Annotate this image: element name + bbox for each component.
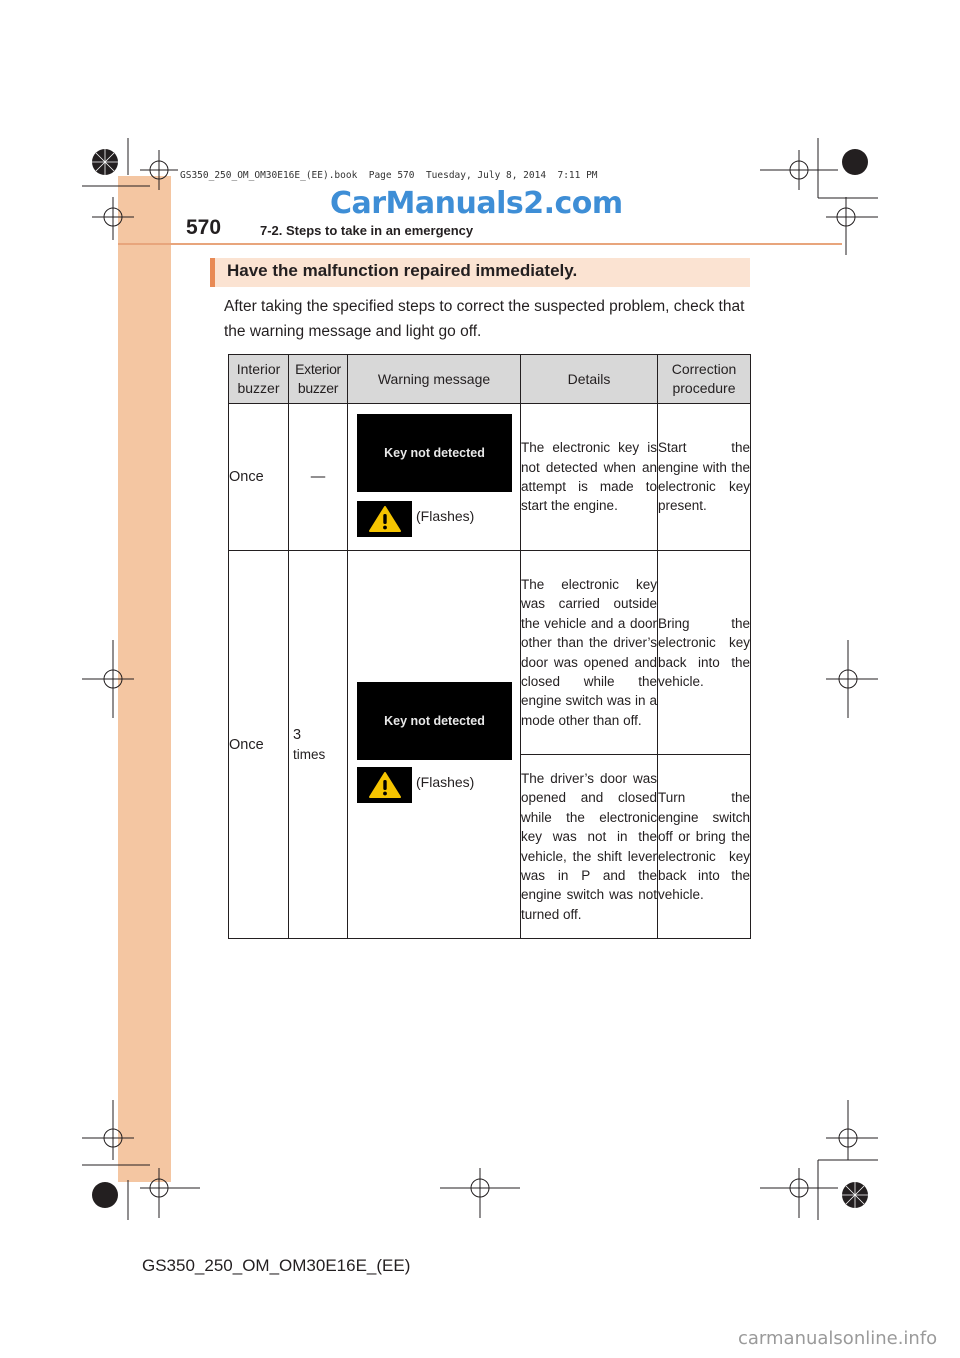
warning-triangle-icon xyxy=(368,771,402,799)
crosshair-icon xyxy=(140,1168,200,1218)
footer-watermark: carmanualsonline.info xyxy=(738,1328,938,1349)
crosshair-icon xyxy=(82,640,134,718)
warning-table xyxy=(228,354,751,939)
footer-document-code: GS350_250_OM_OM30E16E_(EE) xyxy=(142,1256,411,1275)
crosshair-icon xyxy=(92,197,134,240)
header-text: Correction xyxy=(671,361,737,377)
crosshair-icon xyxy=(140,150,178,190)
crosshair-icon xyxy=(826,197,878,255)
warning-message-cell xyxy=(348,404,521,551)
table-row xyxy=(229,404,751,551)
header-text: Exterior xyxy=(295,361,341,377)
details-cell: The driver’s door was opened and closed while the electronic key was not in the vehicle, the shift lever was in P and the engine switch was not turned off. xyxy=(521,755,658,939)
exterior-buzzer-cell: — xyxy=(289,404,348,551)
registration-dot-icon xyxy=(842,149,868,175)
section-title: 7-2. Steps to take in an emergency xyxy=(260,223,474,238)
multi-display-message: Key not detected xyxy=(357,682,512,760)
page-number: 570 xyxy=(186,216,222,239)
crosshair-icon xyxy=(826,1100,878,1160)
crosshair-icon xyxy=(826,640,878,718)
interior-buzzer-cell: Once xyxy=(229,551,289,939)
exterior-count: 3 xyxy=(293,726,302,743)
header-exterior-buzzer xyxy=(289,355,348,404)
header-text: buzzer xyxy=(297,380,339,396)
warning-triangle-icon xyxy=(368,505,402,533)
flashes-label: (Flashes) xyxy=(416,508,475,524)
details-cell: The electronic key was carried outside the vehicle and a door other than the driver’s door was opened and closed while the engine switch was in a mode other than off. xyxy=(521,551,658,755)
warning-message-cell xyxy=(348,551,521,939)
heading-text: Have the malfunction repaired immediately. xyxy=(227,261,578,280)
table-row xyxy=(229,551,751,755)
header-details: Details xyxy=(521,355,658,404)
multi-display-message: Key not detected xyxy=(357,414,512,492)
master-warning-light xyxy=(357,767,412,803)
details-cell: The electronic key is not detected when an attempt is made to start the engine. xyxy=(521,404,658,551)
flashes-label: (Flashes) xyxy=(416,774,475,790)
header-text: buzzer xyxy=(237,380,280,396)
interior-buzzer-cell: Once xyxy=(229,404,289,551)
exterior-count-unit: times xyxy=(293,746,326,762)
header-divider xyxy=(118,243,842,245)
correction-cell: Start the engine with the electronic key present. xyxy=(658,404,751,551)
crosshair-icon xyxy=(760,1168,838,1218)
watermark-logo: CarManuals2.com xyxy=(330,186,623,221)
crosshair-icon xyxy=(82,1100,134,1160)
header-warning-message: Warning message xyxy=(348,355,521,404)
header-correction-procedure xyxy=(658,355,751,404)
exterior-buzzer-cell xyxy=(289,551,348,939)
header-text: procedure xyxy=(672,380,736,396)
crosshair-icon xyxy=(440,1168,520,1218)
correction-cell: Bring the electronic key back into the vehicle. xyxy=(658,551,751,755)
correction-cell: Turn the engine switch off or bring the electronic key back into the vehicle. xyxy=(658,755,751,939)
header-interior-buzzer xyxy=(229,355,289,404)
header-text: Interior xyxy=(236,361,281,377)
crosshair-icon xyxy=(760,150,838,190)
intro-paragraph: After taking the specified steps to correct the suspected problem, check that the warning message and light go off. xyxy=(224,298,745,340)
book-file-line: GS350_250_OM_OM30E16E_(EE).book Page 570 Tuesday, July 8, 2014 7:11 PM xyxy=(180,170,598,181)
table-header-row xyxy=(229,355,751,404)
master-warning-light xyxy=(357,501,412,537)
registration-dot-icon xyxy=(92,1182,118,1208)
heading-bar xyxy=(210,258,750,287)
